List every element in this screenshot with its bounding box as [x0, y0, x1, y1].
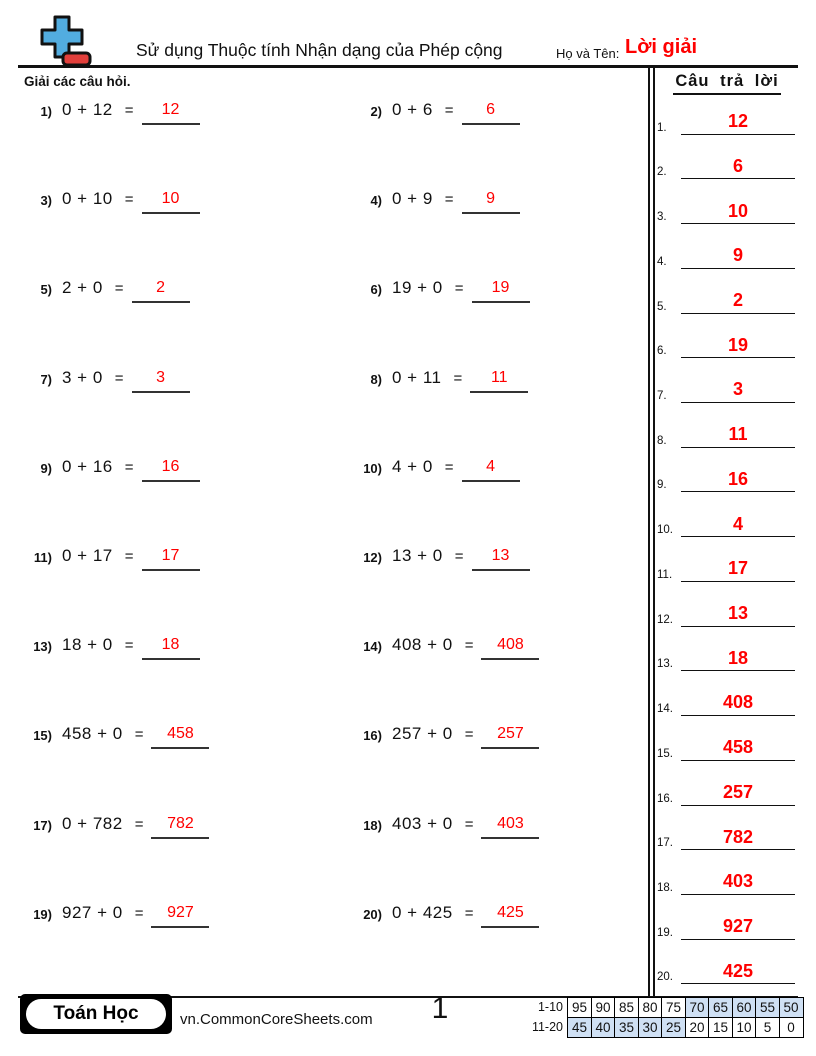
- name-label: Họ và Tên:: [556, 46, 620, 61]
- question-expression: 0 + 11: [392, 367, 442, 387]
- question-number: 16): [363, 728, 382, 744]
- answer-value: 408: [681, 692, 795, 716]
- equals-sign: =: [454, 547, 464, 565]
- score-cell: 70: [685, 997, 710, 1018]
- score-cell: 25: [661, 1017, 686, 1038]
- question-number: 19): [33, 906, 52, 922]
- question-item: [20, 98, 350, 187]
- question-answer-blank: 10: [142, 187, 200, 214]
- answer-value: 17: [681, 558, 795, 582]
- question-expression: 927 + 0: [62, 902, 123, 922]
- question-expression: 0 + 9: [392, 189, 433, 209]
- score-cell: 55: [755, 997, 780, 1018]
- question-expression: 0 + 12: [62, 100, 113, 119]
- score-cell: 35: [614, 1017, 639, 1038]
- answer-value: 11: [681, 424, 795, 448]
- answer-number: 16.: [657, 792, 673, 805]
- question-item: [350, 366, 645, 455]
- question-answer-blank: 19: [472, 276, 530, 303]
- question-expression: 19 + 0: [392, 278, 443, 298]
- equals-sign: =: [134, 726, 144, 744]
- answer-number: 6.: [657, 345, 667, 358]
- page-number: 1: [431, 992, 449, 1025]
- subject-badge-pill: [26, 999, 166, 1029]
- answer-row: [657, 403, 795, 448]
- answer-row: [657, 806, 795, 851]
- answer-row: [657, 179, 795, 224]
- answer-number: 17.: [657, 837, 673, 850]
- score-cell: 65: [708, 997, 733, 1018]
- answer-value: 18: [681, 648, 795, 672]
- question-item: [350, 544, 645, 633]
- equals-sign: =: [444, 102, 454, 119]
- score-row: [527, 997, 804, 1018]
- question-item: [20, 633, 350, 722]
- website-url: vn.CommonCoreSheets.com: [180, 1011, 373, 1028]
- answer-value: 403: [681, 871, 795, 895]
- plus-minus-logo-icon: [32, 14, 94, 68]
- answer-number: 5.: [657, 300, 667, 313]
- equals-sign: =: [444, 458, 454, 476]
- question-number: 5): [40, 282, 52, 298]
- question-answer-blank: 4: [462, 455, 520, 482]
- answer-number: 19.: [657, 926, 673, 939]
- question-number: 13): [33, 639, 52, 655]
- question-expression: 18 + 0: [62, 635, 113, 655]
- answer-number: 8.: [657, 434, 667, 447]
- answer-value: 4: [681, 514, 795, 538]
- answer-number: 14.: [657, 703, 673, 716]
- answer-row: [657, 761, 795, 806]
- score-cell: 10: [732, 1017, 757, 1038]
- question-number: 6): [370, 282, 382, 298]
- answer-value: 12: [681, 111, 795, 135]
- answer-number: 9.: [657, 479, 667, 492]
- question-number: 14): [363, 639, 382, 655]
- question-number: 7): [40, 371, 52, 387]
- score-cell: 60: [732, 997, 757, 1018]
- equals-sign: =: [464, 815, 474, 833]
- answer-value: 2: [681, 290, 795, 314]
- question-number: 12): [363, 549, 382, 565]
- question-answer-blank: 17: [142, 544, 200, 571]
- answer-value: 16: [681, 469, 795, 493]
- question-item: [20, 901, 350, 990]
- question-answer-blank: 13: [472, 544, 530, 571]
- equals-sign: =: [124, 191, 134, 209]
- equals-sign: =: [114, 280, 124, 298]
- score-cell: 30: [638, 1017, 663, 1038]
- answer-value: 782: [681, 827, 795, 851]
- answer-value: 9: [681, 245, 795, 269]
- answer-row: [657, 537, 795, 582]
- equals-sign: =: [464, 904, 474, 922]
- score-cell: 20: [685, 1017, 710, 1038]
- question-answer-blank: 458: [151, 722, 209, 749]
- question-number: 8): [370, 371, 382, 387]
- question-item: [20, 722, 350, 811]
- answer-value: 6: [681, 156, 795, 180]
- question-item: [20, 187, 350, 276]
- score-cell: 80: [638, 997, 663, 1018]
- answer-row: [657, 90, 795, 135]
- question-answer-blank: 2: [132, 276, 190, 303]
- answers-panel-title: Câu trả lời: [673, 72, 780, 95]
- answer-value: 257: [681, 782, 795, 806]
- answer-row: [657, 716, 795, 761]
- instructions-text: Giải các câu hỏi.: [24, 74, 131, 89]
- answer-row: [657, 582, 795, 627]
- score-row-label: 1-10: [537, 1000, 563, 1014]
- score-cell: 40: [591, 1017, 616, 1038]
- question-number: 1): [40, 104, 52, 119]
- answer-row: [657, 358, 795, 403]
- question-number: 11): [33, 549, 52, 565]
- question-answer-blank: 403: [481, 812, 539, 839]
- answers-divider-line-inner: [653, 65, 655, 998]
- subject-badge-label: Toán Học: [53, 1003, 139, 1024]
- question-answer-blank: 927: [151, 901, 209, 928]
- equals-sign: =: [464, 637, 474, 655]
- equals-sign: =: [124, 547, 134, 565]
- score-cell: 45: [567, 1017, 592, 1038]
- question-number: 17): [33, 817, 52, 833]
- answer-number: 12.: [657, 613, 673, 626]
- score-cell: 5: [755, 1017, 780, 1038]
- question-item: [350, 633, 645, 722]
- answer-number: 20.: [657, 971, 673, 984]
- score-table: [527, 997, 804, 1038]
- answer-row: [657, 940, 795, 985]
- equals-sign: =: [124, 458, 134, 476]
- answer-row: [657, 671, 795, 716]
- question-number: 20): [363, 906, 382, 922]
- question-answer-blank: 257: [481, 722, 539, 749]
- question-expression: 0 + 782: [62, 813, 123, 833]
- answer-row: [657, 314, 795, 359]
- answer-row: [657, 224, 795, 269]
- equals-sign: =: [454, 280, 464, 298]
- question-item: [20, 276, 350, 365]
- equals-sign: =: [124, 637, 134, 655]
- question-item: [350, 901, 645, 990]
- question-item: [350, 187, 645, 276]
- equals-sign: =: [444, 191, 454, 209]
- answer-row: [657, 448, 795, 493]
- answer-number: 15.: [657, 747, 673, 760]
- question-answer-blank: 782: [151, 812, 209, 839]
- question-answer-blank: 3: [132, 366, 190, 393]
- answer-number: 18.: [657, 881, 673, 894]
- score-cell: 85: [614, 997, 639, 1018]
- question-item: [20, 544, 350, 633]
- header-divider: [18, 65, 798, 68]
- answer-row: [657, 269, 795, 314]
- question-number: 15): [33, 728, 52, 744]
- answer-row: [657, 135, 795, 180]
- question-answer-blank: 408: [481, 633, 539, 660]
- question-expression: 4 + 0: [392, 456, 433, 476]
- question-answer-blank: 16: [142, 455, 200, 482]
- question-answer-blank: 11: [470, 366, 528, 393]
- answer-value: 425: [681, 961, 795, 985]
- question-answer-blank: 9: [462, 187, 520, 214]
- question-expression: 0 + 17: [62, 545, 113, 565]
- name-value: Lời giải: [625, 36, 698, 58]
- answer-number: 3.: [657, 211, 667, 224]
- equals-sign: =: [124, 102, 134, 119]
- answer-number: 11.: [657, 568, 673, 581]
- question-number: 10): [363, 460, 382, 476]
- score-row: [527, 1017, 804, 1038]
- answer-value: 927: [681, 916, 795, 940]
- answer-row: [657, 895, 795, 940]
- score-cell: 0: [779, 1017, 804, 1038]
- question-number: 2): [370, 104, 382, 119]
- question-item: [350, 98, 645, 187]
- question-answer-blank: 18: [142, 633, 200, 660]
- score-cell: 95: [567, 997, 592, 1018]
- answer-number: 13.: [657, 658, 673, 671]
- questions-grid: [20, 98, 645, 990]
- question-expression: 403 + 0: [392, 813, 453, 833]
- answer-number: 2.: [657, 166, 667, 179]
- answer-value: 3: [681, 379, 795, 403]
- subject-badge: [20, 994, 172, 1034]
- score-cell: 15: [708, 1017, 733, 1038]
- question-expression: 257 + 0: [392, 724, 453, 744]
- question-item: [350, 812, 645, 901]
- question-item: [20, 812, 350, 901]
- worksheet-title: Sử dụng Thuộc tính Nhận dạng của Phép cộng: [136, 40, 503, 60]
- question-number: 9): [40, 460, 52, 476]
- question-expression: 408 + 0: [392, 635, 453, 655]
- equals-sign: =: [464, 726, 474, 744]
- score-cell: 75: [661, 997, 686, 1018]
- answer-number: 1.: [657, 121, 667, 134]
- question-item: [350, 722, 645, 811]
- answer-value: 458: [681, 737, 795, 761]
- question-expression: 2 + 0: [62, 278, 103, 298]
- question-answer-blank: 425: [481, 901, 539, 928]
- question-number: 4): [370, 193, 382, 209]
- score-row-label: 11-20: [531, 1019, 563, 1034]
- question-item: [20, 366, 350, 455]
- answer-value: 13: [681, 603, 795, 627]
- score-cell: 50: [779, 997, 804, 1018]
- question-answer-blank: 12: [142, 98, 200, 125]
- answer-number: 4.: [657, 255, 667, 268]
- question-number: 18): [363, 817, 382, 833]
- question-expression: 0 + 6: [392, 100, 433, 119]
- question-expression: 0 + 10: [62, 189, 113, 209]
- answer-value: 19: [681, 335, 795, 359]
- answer-number: 7.: [657, 390, 667, 403]
- equals-sign: =: [134, 904, 144, 922]
- equals-sign: =: [453, 369, 463, 387]
- answers-divider-line-outer: [648, 65, 650, 998]
- answer-number: 10.: [657, 524, 673, 537]
- question-number: 3): [40, 193, 52, 209]
- question-expression: 13 + 0: [392, 545, 443, 565]
- question-item: [350, 455, 645, 544]
- answer-row: [657, 627, 795, 672]
- question-expression: 458 + 0: [62, 724, 123, 744]
- question-answer-blank: 6: [462, 98, 520, 125]
- question-expression: 0 + 425: [392, 902, 453, 922]
- score-cell: 90: [591, 997, 616, 1018]
- question-expression: 3 + 0: [62, 367, 103, 387]
- answer-row: [657, 850, 795, 895]
- answer-row: [657, 492, 795, 537]
- question-item: [350, 276, 645, 365]
- question-expression: 0 + 16: [62, 456, 113, 476]
- answer-value: 10: [681, 201, 795, 225]
- equals-sign: =: [114, 369, 124, 387]
- answers-list: [657, 90, 795, 984]
- question-item: [20, 455, 350, 544]
- equals-sign: =: [134, 815, 144, 833]
